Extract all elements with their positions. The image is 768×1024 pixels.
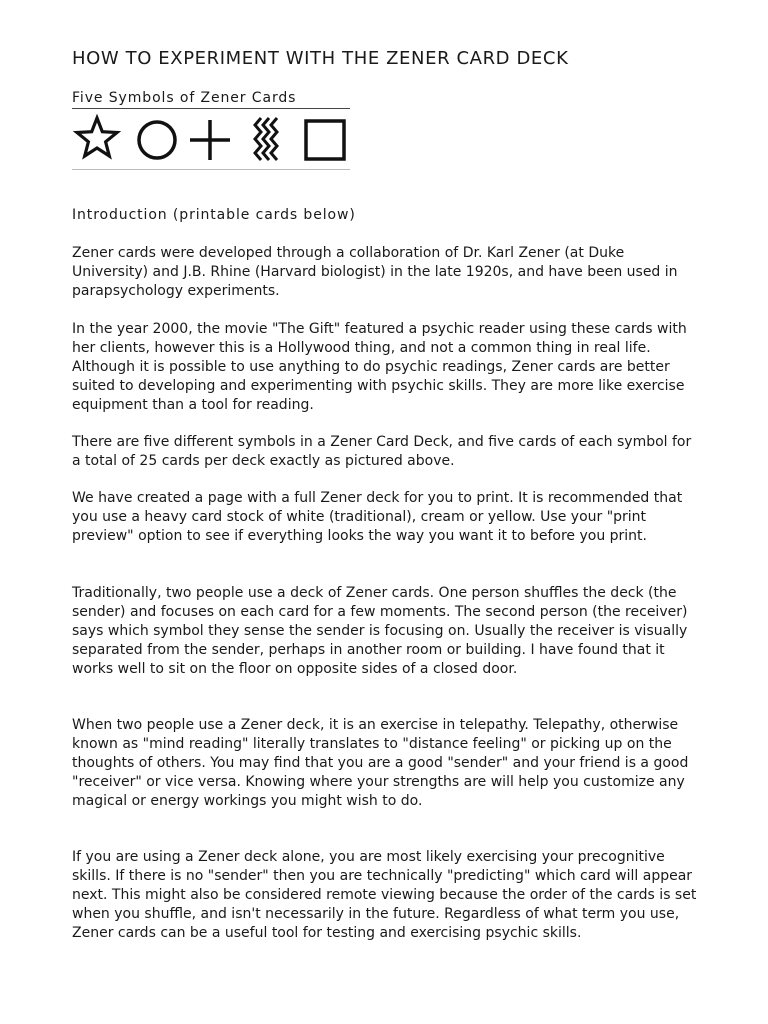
- page-title: HOW TO EXPERIMENT WITH THE ZENER CARD DECK: [72, 48, 569, 69]
- circle-icon: [139, 122, 175, 158]
- star-icon: [77, 118, 117, 156]
- paragraph-precognition: If you are using a Zener deck alone, you are most likely exercising your precognitive skills. If there is no "sender" then you are technically "predicting" which card will appear next. This might also be considered remote viewing because the order of the cards is set when you shuffle, and isn't necessarily in the future. Regardless of what term you use, Zener cards can be a useful tool for testing and exercising psychic skills.: [72, 849, 697, 941]
- zener-symbols-image: [72, 108, 350, 170]
- paragraph-history: Zener cards were developed through a collaboration of Dr. Karl Zener (at Duke University) and J.B. Rhine (Harvard biologist) in the late 1920s, and have been used in parapsychology experiments.: [72, 245, 678, 299]
- paragraph-traditional-use: Traditionally, two people use a deck of Zener cards. One person shuffles the deck (the sender) and focuses on each card for a few moments. The second person (the receiver) says which symbol they sense the sender is focusing on. Usually the receiver is visually separated from the sender, perhaps in another room or building. I have found that it works well to sit on the floor on opposite sides of a closed door.: [72, 585, 688, 677]
- paragraph-telepathy: When two people use a Zener deck, it is an exercise in telepathy. Telepathy, otherwise known as "mind reading" literally translates to "distance feeling" or picking up on the thoughts of others. You may find that you are a good "sender" and your friend is a good "receiver" or vice versa. Knowing where your strengths are will help you customize any magical or energy workings you might wish to do.: [72, 717, 689, 809]
- wavy-lines-icon: [255, 118, 277, 160]
- square-icon: [306, 121, 344, 159]
- symbols-heading: Five Symbols of Zener Cards: [72, 90, 297, 106]
- paragraph-movie: In the year 2000, the movie "The Gift" featured a psychic reader using these cards with her clients, however this is a Hollywood thing, and not a common thing in real life. Although it is possible to use anything to do psychic readings, Zener cards are better suited to developing and experimenting with psychic skills. They are more like exercise equipment than a tool for reading.: [72, 321, 687, 413]
- paragraph-symbols: There are five different symbols in a Zener Card Deck, and five cards of each symbol for a total of 25 cards per deck exactly as pictured above.: [72, 434, 692, 469]
- cross-icon: [190, 120, 230, 160]
- intro-heading: Introduction (printable cards below): [72, 207, 356, 223]
- paragraph-printing: We have created a page with a full Zener deck for you to print. It is recommended that you use a heavy card stock of white (traditional), cream or yellow. Use your "print preview" option to see if everything looks the way you want it to before you print.: [72, 490, 683, 544]
